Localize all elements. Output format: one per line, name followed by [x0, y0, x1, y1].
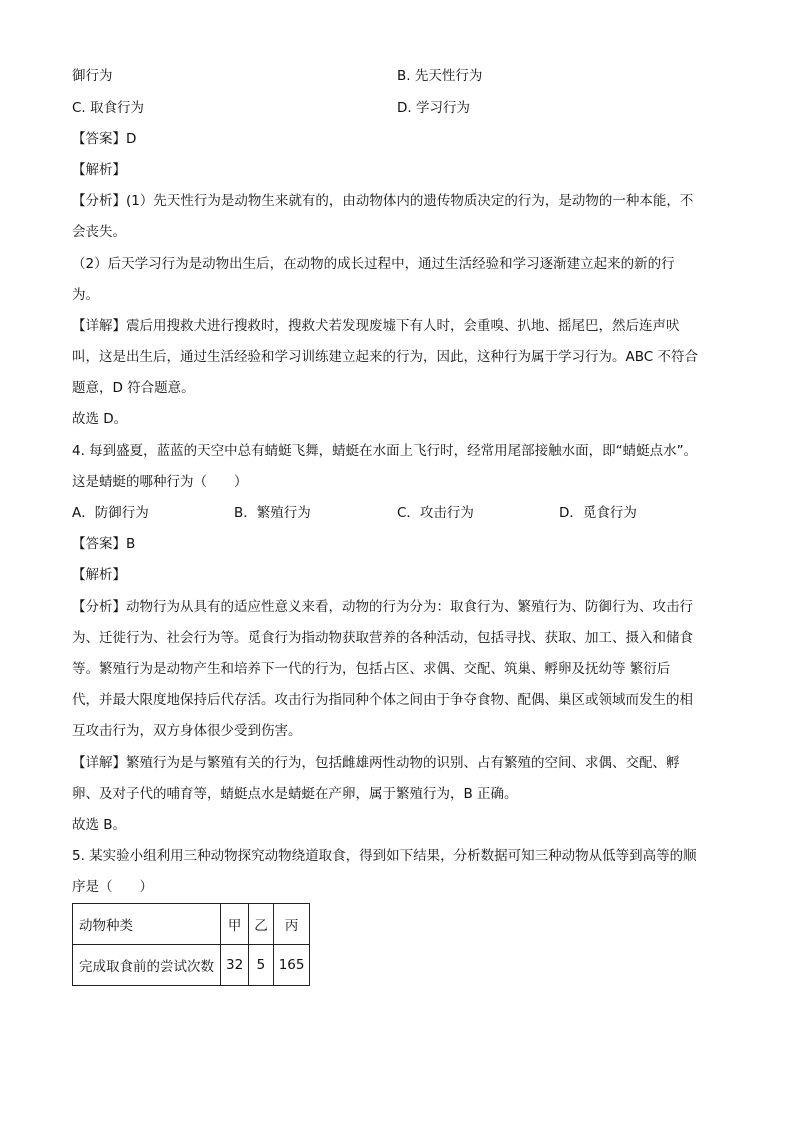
q4-analysis-line: 为、迁徙行为、社会行为等。觅食行为指动物获取营养的各种活动，包括寻找、获取、加工、摄入和储食 [72, 630, 693, 646]
q5-data-table [72, 903, 310, 986]
q3-analysis-line: 【分析】(1）先天性行为是动物生来就有的，由动物体内的遗传物质决定的行为，是动物的一种本能，不 [72, 193, 694, 209]
q5-stem-line: 序是（ ） [72, 879, 153, 895]
table-cell: 丙 [273, 904, 310, 945]
table-cell: 32 [221, 945, 249, 986]
q4-option-b: B．繁殖行为 [234, 505, 311, 521]
q3-analysis-heading: 【解析】 [72, 162, 126, 178]
q4-detail-line: 卵、及对子代的哺育等，蜻蜓点水是蜻蜓在产卵，属于繁殖行为，B 正确。 [72, 786, 518, 802]
table-header-row [73, 904, 310, 945]
q4-analysis-line: 代，并最大限度地保持后代存活。攻击行为指同种个体之间由于争夺食物、配偶、巢区或领域而发生的相 [72, 692, 693, 708]
q4-option-a: A．防御行为 [72, 505, 149, 521]
table-cell: 乙 [249, 904, 274, 945]
q3-detail-line: 题意，D 符合题意。 [72, 380, 195, 396]
q4-analysis-line: 等。繁殖行为是动物产生和培养下一代的行为，包括占区、求偶、交配、筑巢、孵卵及抚幼等 繁衍后 [72, 661, 671, 677]
q3-analysis-line: 会丧失。 [72, 224, 126, 240]
q4-analysis-heading: 【解析】 [72, 567, 126, 583]
q4-option-d: D．觅食行为 [559, 505, 637, 521]
q4-detail-line: 【详解】繁殖行为是与繁殖有关的行为，包括雌雄两性动物的识别、占有繁殖的空间、求偶、交配、孵 [72, 755, 680, 771]
q4-answer: 【答案】B [72, 536, 136, 552]
table-cell: 甲 [221, 904, 249, 945]
q4-conclusion: 故选 B。 [72, 817, 127, 833]
q4-analysis-line: 互攻击行为，双方身体很少受到伤害。 [72, 723, 302, 739]
q5-stem-line: 5. 某实验小组利用三种动物探究动物绕道取食，得到如下结果，分析数据可知三种动物从低等到高等的顺 [72, 848, 697, 864]
q4-analysis-line: 【分析】动物行为从具有的适应性意义来看，动物的行为分为：取食行为、繁殖行为、防御行为、攻击行 [72, 599, 693, 615]
table-cell: 动物种类 [73, 904, 221, 945]
q3-detail-line: 【详解】震后用搜救犬进行搜救时，搜救犬若发现废墟下有人时，会重嗅、扒地、摇尾巴，然后连声吠 [72, 318, 680, 334]
table-cell: 完成取食前的尝试次数 [73, 945, 221, 986]
q3-option-a-tail: 御行为 [72, 68, 113, 84]
q3-detail-line: 叫，这是出生后，通过生活经验和学习训练建立起来的行为，因此，这种行为属于学习行为。ABC 不符合 [72, 349, 698, 365]
q3-analysis-line: 为。 [72, 287, 99, 303]
q4-stem-line: 这是蜻蜓的哪种行为（ ） [72, 474, 248, 490]
q3-option-c: C. 取食行为 [72, 100, 145, 116]
q3-option-d: D. 学习行为 [397, 100, 470, 116]
table-row [73, 945, 310, 986]
q4-stem-line: 4. 每到盛夏，蓝蓝的天空中总有蜻蜓飞舞，蜻蜓在水面上飞行时，经常用尾部接触水面，即“蜻蜓点水”。 [72, 443, 698, 459]
q4-option-c: C．攻击行为 [397, 505, 474, 521]
q3-answer: 【答案】D [72, 131, 137, 147]
q3-conclusion: 故选 D。 [72, 411, 128, 427]
q3-option-b: B. 先天性行为 [397, 68, 483, 84]
q3-analysis-line: （2）后天学习行为是动物出生后，在动物的成长过程中，通过生活经验和学习逐渐建立起来的新的行 [72, 256, 675, 272]
table-cell: 165 [273, 945, 310, 986]
table-cell: 5 [249, 945, 274, 986]
